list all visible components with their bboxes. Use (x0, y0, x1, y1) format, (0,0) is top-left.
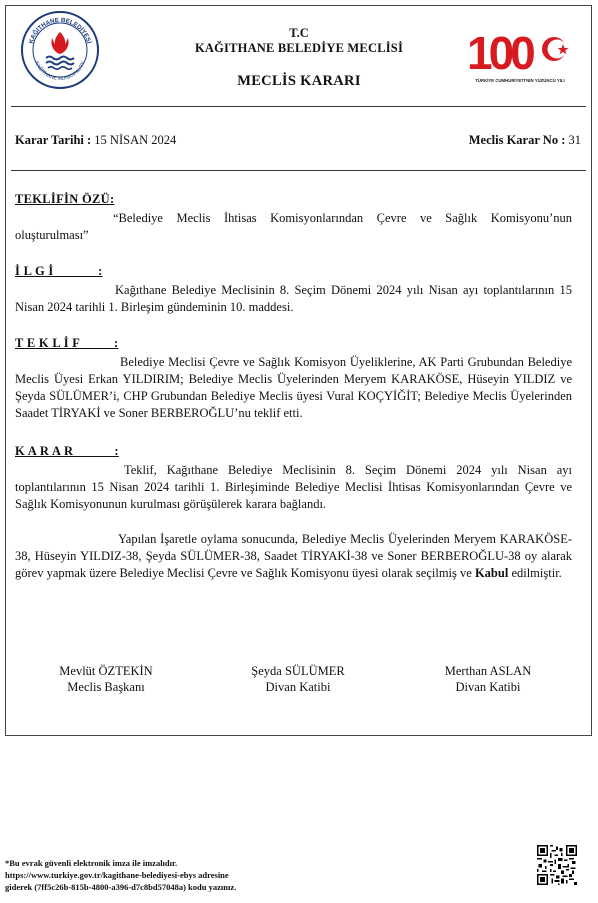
qr-code-icon (537, 845, 577, 885)
signature-name: Mevlüt ÖZTEKİN (59, 664, 153, 678)
footer-line-2[interactable]: https://www.turkiye.gov.tr/kagithane-belediyesi-ebys adresine (5, 870, 229, 880)
signature-baskan (31, 663, 181, 695)
signature-katip-2 (413, 663, 563, 695)
signature-title: Meclis Başkanı (67, 680, 145, 694)
100-yil-caption: TÜRKİYE CUMHURİYETİ'NİN YÜZÜNCÜ YILI (475, 78, 565, 83)
footer-line-1: *Bu evrak güvenli elektronik imza ile imzalıdır. (5, 858, 178, 868)
section-text-teklif: Belediye Meclisi Çevre ve Sağlık Komisyon Üyeliklerine, AK Parti Grubundan Belediye Meclis Üyesi Erkan YILDIRIM; Belediye Meclis Üyelerinden Meryem KARAKÖSE, Hüseyin YILDIZ ve Şeyda SÜLÜMER’i, CHP Grubundan Belediye Meclis üyesi Vural KOÇYİĞİT; Belediye Meclis Üyelerinden Saadet TİRYAKİ ve Soner BERBEROĞLU’nu teklif etti. (15, 355, 572, 420)
100-number: 100 (467, 27, 532, 79)
section-heading-ilgi: İ L G İ : (15, 264, 103, 278)
section-heading-karar: K A R A R : (15, 444, 119, 458)
signature-title: Divan Katibi (455, 680, 521, 694)
decision-number-value: 31 (568, 133, 581, 147)
svg-text:KAĞITHANE BELEDİYESİ: KAĞITHANE BELEDİYESİ (27, 16, 93, 45)
section-text-ilgi: Kağıthane Belediye Meclisinin 8. Seçim Dönemi 2024 yılı Nisan ayı toplantılarının 15 Nisan 2024 tarihli 1. Birleşim gündeminin 10. maddesi. (15, 283, 572, 314)
section-heading-ozu: TEKLİFİN ÖZÜ: (15, 192, 115, 206)
section-text-karar-2 (15, 531, 572, 582)
meta-divider (11, 170, 586, 171)
footer-line-3: giderek (7ff5c26b-815b-4800-a396-d7c8bd57048a) kodu yazınız. (5, 882, 237, 892)
header-tc: T.C (289, 26, 309, 40)
decision-date-value: 15 NİSAN 2024 (94, 133, 177, 147)
header-organization: KAĞITHANE BELEDİYE MECLİSİ (194, 41, 404, 55)
decision-number (469, 133, 581, 148)
karar-kabul: Kabul (474, 566, 509, 580)
decision-date-label: Karar Tarihi : (15, 133, 92, 147)
signature-katip-1 (223, 663, 373, 695)
section-text-ozu: “Belediye Meclis İhtisas Komisyonlarından Çevre ve Sağlık Komisyonu’nun oluşturulması” (15, 211, 572, 242)
header-divider (11, 106, 586, 107)
karar-2-end: edilmiştir. (508, 566, 562, 580)
decision-date (15, 133, 176, 148)
section-heading-teklif: T E K L İ F : (15, 336, 119, 350)
svg-text:KAĞITHANE MUNICIPALITY: KAĞITHANE MUNICIPALITY (33, 60, 87, 83)
e-signature-note (5, 857, 236, 893)
signature-name: Şeyda SÜLÜMER (251, 664, 345, 678)
signature-name: Merthan ASLAN (444, 664, 532, 678)
karar-2-text: Yapılan İşaretle oylama sonucunda, Belediye Meclis Üyelerinden Meryem KARAKÖSE-38, Hüseyin YILDIZ-38, Şeyda SÜLÜMER-38, Saadet TİRYAKİ-38 ve Soner BERBEROĞLU-38 oy alarak görev yapmak üzere Belediye Meclisi Çevre ve Sağlık Komisyonu üyesi olarak seçilmiş ve (15, 532, 572, 580)
signature-title: Divan Katibi (265, 680, 331, 694)
document-title: MECLİS KARARI (237, 73, 361, 89)
section-text-karar-1: Teklif, Kağıthane Belediye Meclisinin 8. Seçim Dönemi 2024 yılı Nisan ayı toplantılarının 15 Nisan 2024 tarihli 1. Birleşiminde Belediye Meclisi İhtisas Komisyonlarından Çevre ve Sağlık Komisyonunun kurulması görüşülerek karara bağlandı. (15, 463, 572, 511)
decision-number-label: Meclis Karar No : (468, 133, 566, 147)
